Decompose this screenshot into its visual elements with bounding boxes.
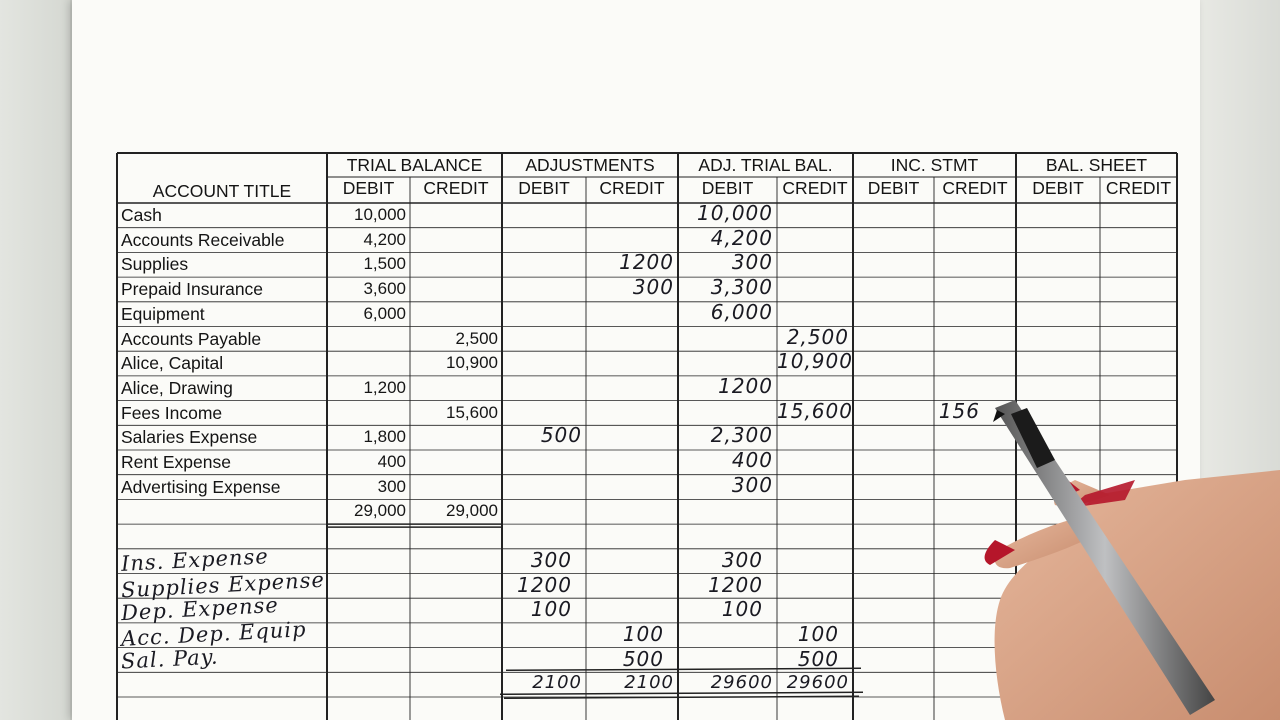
account-name: Salaries Expense bbox=[121, 427, 258, 448]
tb-debit-value: 1,500 bbox=[363, 254, 406, 274]
debit-header: DEBIT bbox=[1032, 178, 1084, 198]
credit-header: CREDIT bbox=[942, 178, 1008, 198]
tb-debit-value: 1,800 bbox=[363, 427, 406, 447]
account-name: Fees Income bbox=[121, 402, 223, 423]
adj-debit-value: 100 bbox=[530, 597, 572, 622]
final-total-atb-debit: 29600 bbox=[710, 672, 773, 694]
atb-debit-value: 3,300 bbox=[710, 275, 773, 300]
adj-debit-value: 500 bbox=[540, 423, 582, 448]
debit-header: DEBIT bbox=[701, 178, 754, 198]
adj-debit-value: 1200 bbox=[517, 572, 572, 597]
account-name: Cash bbox=[121, 205, 162, 225]
credit-header: CREDIT bbox=[782, 178, 848, 198]
atb-credit-value: 15,600 bbox=[777, 398, 853, 423]
account-name: Rent Expense bbox=[121, 452, 231, 472]
column-group-3: ADJ. TRIAL BAL. bbox=[698, 155, 833, 175]
adj-credit-value: 1200 bbox=[619, 250, 674, 275]
account-name: Advertising Expense bbox=[121, 476, 281, 497]
atb-debit-value: 300 bbox=[721, 547, 763, 572]
added-account-name: Acc. Dep. Equip bbox=[120, 617, 308, 651]
tb-debit-value: 1,200 bbox=[363, 377, 406, 397]
tb-total-debit: 29,000 bbox=[354, 501, 406, 521]
column-group-1: TRIAL BALANCE bbox=[346, 155, 483, 175]
atb-credit-value: 100 bbox=[797, 621, 839, 646]
column-group-4: INC. STMT bbox=[890, 155, 979, 175]
account-name: Equipment bbox=[121, 303, 205, 324]
atb-debit-value: 300 bbox=[731, 472, 773, 497]
tb-debit-value: 3,600 bbox=[363, 279, 406, 299]
final-total-adj-credit: 2100 bbox=[624, 672, 674, 694]
tb-debit-value: 4,200 bbox=[363, 229, 406, 249]
added-account-name: Sal. Pay. bbox=[120, 644, 219, 674]
column-group-5: BAL. SHEET bbox=[1045, 155, 1148, 175]
tb-debit-value: 400 bbox=[377, 452, 406, 471]
credit-header: CREDIT bbox=[599, 178, 665, 198]
account-name: Accounts Receivable bbox=[121, 229, 285, 250]
tb-total-credit: 29,000 bbox=[446, 501, 498, 521]
atb-credit-value: 2,500 bbox=[786, 324, 849, 349]
is-credit-value: 156 bbox=[938, 398, 980, 423]
tb-debit-value: 10,000 bbox=[354, 205, 406, 224]
tb-credit-value: 15,600 bbox=[446, 402, 498, 422]
account-name: Accounts Payable bbox=[121, 328, 262, 349]
account-name: Alice, Drawing bbox=[121, 377, 233, 398]
added-account-name: Ins. Expense bbox=[120, 543, 270, 576]
adj-credit-value: 300 bbox=[632, 275, 674, 300]
atb-debit-value: 2,300 bbox=[710, 423, 773, 448]
hand-with-pen-image bbox=[975, 400, 1280, 720]
atb-debit-value: 300 bbox=[731, 250, 773, 275]
account-name: Supplies bbox=[121, 254, 189, 275]
final-total-adj-debit: 2100 bbox=[532, 672, 582, 694]
atb-debit-value: 4,200 bbox=[710, 225, 773, 250]
tb-debit-value: 300 bbox=[377, 476, 406, 496]
atb-credit-value: 500 bbox=[797, 646, 839, 671]
atb-debit-value: 10,000 bbox=[697, 201, 773, 225]
adj-credit-value: 100 bbox=[622, 621, 664, 646]
final-total-atb-credit: 29600 bbox=[786, 672, 849, 694]
debit-header: DEBIT bbox=[518, 178, 570, 198]
atb-debit-value: 6,000 bbox=[710, 299, 773, 324]
atb-debit-value: 1200 bbox=[708, 572, 763, 597]
account-name: Alice, Capital bbox=[121, 353, 224, 374]
credit-header: CREDIT bbox=[423, 178, 489, 198]
atb-credit-value: 10,900 bbox=[777, 349, 853, 374]
atb-debit-value: 100 bbox=[721, 597, 763, 622]
tb-credit-value: 2,500 bbox=[455, 328, 498, 348]
debit-header: DEBIT bbox=[867, 178, 920, 198]
added-account-name: Dep. Expense bbox=[120, 593, 280, 626]
atb-debit-value: 1200 bbox=[718, 373, 773, 398]
adj-debit-value: 300 bbox=[530, 547, 572, 572]
tb-debit-value: 6,000 bbox=[363, 303, 406, 323]
adj-credit-value: 500 bbox=[622, 646, 664, 671]
credit-header: CREDIT bbox=[1105, 178, 1172, 198]
debit-header: DEBIT bbox=[342, 178, 395, 198]
added-account-name: Supplies Expense bbox=[120, 567, 326, 602]
column-group-2: ADJUSTMENTS bbox=[525, 155, 655, 175]
tb-credit-value: 10,900 bbox=[446, 353, 498, 373]
account-name: Prepaid Insurance bbox=[121, 279, 264, 300]
account-title-header: ACCOUNT TITLE bbox=[152, 181, 292, 201]
atb-debit-value: 400 bbox=[731, 448, 773, 472]
